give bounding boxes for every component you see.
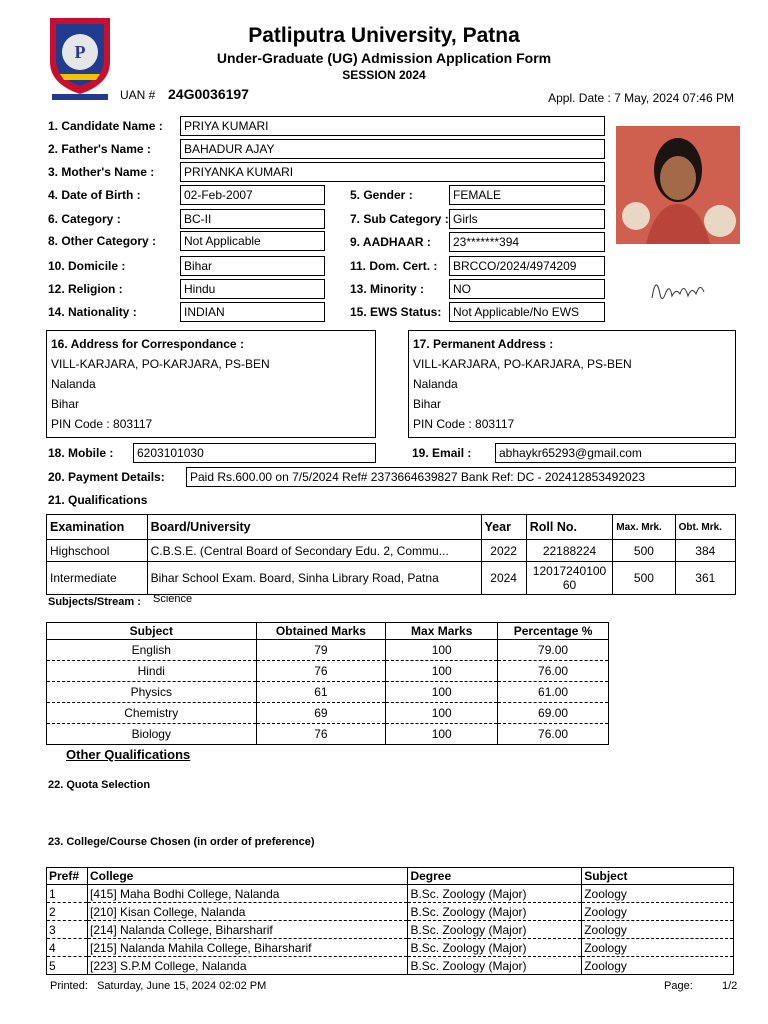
subj-cell: 76	[256, 724, 386, 745]
col-cell: 4	[47, 939, 88, 957]
minority-label: 13. Minority :	[350, 282, 425, 296]
col-cell: [210] Kisan College, Nalanda	[87, 903, 407, 921]
domicile-value: Bihar	[180, 256, 325, 276]
mother-name-label: 3. Mother's Name :	[48, 165, 155, 179]
nationality-value: INDIAN	[180, 302, 325, 322]
father-name-value: BAHADUR AJAY	[180, 139, 605, 159]
page-label: Page:	[664, 980, 693, 992]
col-cell: [415] Maha Bodhi College, Nalanda	[87, 885, 407, 903]
qual-header: Board/University	[147, 515, 481, 540]
qualifications-table	[46, 514, 736, 595]
payment-label: 20. Payment Details:	[48, 470, 165, 484]
subjects-table	[46, 622, 609, 745]
qual-cell: C.B.S.E. (Central Board of Secondary Edu. 2, Commu...	[147, 540, 481, 562]
permanent-label: 17. Permanent Address :	[413, 337, 554, 351]
dom-cert-label: 11. Dom. Cert. :	[350, 259, 438, 273]
qual-cell: Bihar School Exam. Board, Sinha Library Road, Patna	[147, 562, 481, 595]
other-category-label: 8. Other Category :	[48, 234, 157, 248]
correspondence-line3: Bihar	[51, 397, 80, 411]
mobile-label: 18. Mobile :	[48, 446, 114, 460]
subj-header: Percentage %	[498, 623, 609, 640]
university-name: Patliputra University, Patna	[248, 24, 520, 47]
table-row	[47, 703, 609, 724]
subj-header: Max Marks	[386, 623, 498, 640]
candidate-name-value: PRIYA KUMARI	[180, 116, 605, 136]
col-cell: [215] Nalanda Mahila College, Biharsharif	[87, 939, 407, 957]
qual-header: Max. Mrk.	[613, 515, 675, 540]
col-header: College	[87, 868, 407, 885]
permanent-line3: Bihar	[413, 397, 442, 411]
col-cell: B.Sc. Zoology (Major)	[408, 921, 582, 939]
subj-cell: 100	[386, 640, 498, 661]
uan-number: 24G0036197	[168, 86, 249, 102]
qual-header: Roll No.	[526, 515, 613, 540]
col-header: Pref#	[47, 868, 88, 885]
subj-cell: 76.00	[498, 724, 609, 745]
svg-text:P: P	[74, 42, 86, 62]
sub-category-label: 7. Sub Category :	[350, 212, 449, 226]
subj-cell: 79.00	[498, 640, 609, 661]
table-row	[47, 540, 736, 562]
nationality-label: 14. Nationality :	[48, 305, 137, 319]
col-cell: 2	[47, 903, 88, 921]
subj-cell: Biology	[47, 724, 257, 745]
dob-label: 4. Date of Birth :	[48, 188, 141, 202]
minority-value: NO	[449, 279, 605, 299]
stream-value: Science	[153, 593, 193, 605]
col-cell: B.Sc. Zoology (Major)	[408, 939, 582, 957]
subj-cell: 69	[256, 703, 386, 724]
table-row	[47, 957, 734, 975]
permanent-line1: VILL-KARJARA, PO-KARJARA, PS-BEN	[413, 357, 632, 371]
col-header: Subject	[582, 868, 734, 885]
correspondence-line1: VILL-KARJARA, PO-KARJARA, PS-BEN	[51, 357, 270, 371]
qual-cell: 12017240100 60	[526, 562, 613, 595]
college-table	[46, 867, 734, 975]
candidate-name-label: 1. Candidate Name :	[48, 119, 163, 133]
qual-header: Obt. Mrk.	[675, 515, 735, 540]
qual-cell: 500	[613, 540, 675, 562]
dom-cert-value: BRCCO/2024/4974209	[449, 256, 605, 276]
qual-cell: 384	[675, 540, 735, 562]
subj-cell: Chemistry	[47, 703, 257, 724]
qualifications-label: 21. Qualifications	[48, 493, 148, 507]
qual-cell: Intermediate	[47, 562, 148, 595]
dob-value: 02-Feb-2007	[180, 185, 325, 205]
subj-cell: 76	[256, 661, 386, 682]
subj-cell: 61	[256, 682, 386, 703]
table-row	[47, 682, 609, 703]
qual-cell: 2024	[481, 562, 526, 595]
aadhaar-label: 9. AADHAAR :	[350, 235, 431, 249]
payment-value: Paid Rs.600.00 on 7/5/2024 Ref# 2373664639827 Bank Ref: DC - 202412853492023	[186, 467, 736, 487]
subj-cell: 69.00	[498, 703, 609, 724]
ews-value: Not Applicable/No EWS	[449, 302, 605, 322]
col-cell: Zoology	[582, 921, 734, 939]
table-row	[47, 939, 734, 957]
category-label: 6. Category :	[48, 212, 121, 226]
printed-timestamp: Printed: Saturday, June 15, 2024 02:02 PM	[50, 980, 267, 992]
subj-cell: 61.00	[498, 682, 609, 703]
candidate-signature	[648, 264, 710, 318]
subj-cell: English	[47, 640, 257, 661]
col-cell: [214] Nalanda College, Biharsharif	[87, 921, 407, 939]
subj-cell: 79	[256, 640, 386, 661]
col-cell: Zoology	[582, 885, 734, 903]
col-cell: 1	[47, 885, 88, 903]
gender-value: FEMALE	[449, 185, 605, 205]
qual-cell: 500	[613, 562, 675, 595]
qual-cell: 22188224	[526, 540, 613, 562]
col-cell: B.Sc. Zoology (Major)	[408, 903, 582, 921]
stream-label: Subjects/Stream :	[48, 596, 141, 608]
col-cell: B.Sc. Zoology (Major)	[408, 957, 582, 975]
table-row	[47, 903, 734, 921]
domicile-label: 10. Domicile :	[48, 259, 126, 273]
table-row	[47, 724, 609, 745]
uan-label: UAN #	[120, 88, 156, 102]
col-cell: Zoology	[582, 903, 734, 921]
page-number: 1/2	[722, 980, 738, 992]
email-label: 19. Email :	[412, 446, 472, 460]
permanent-line2: Nalanda	[413, 377, 458, 391]
qual-header: Year	[481, 515, 526, 540]
permanent-pin: PIN Code : 803117	[413, 417, 515, 431]
subj-cell: 76.00	[498, 661, 609, 682]
col-cell: B.Sc. Zoology (Major)	[408, 885, 582, 903]
col-cell: 5	[47, 957, 88, 975]
correspondence-line2: Nalanda	[51, 377, 96, 391]
table-row	[47, 661, 609, 682]
quota-selection-label: 22. Quota Selection	[48, 779, 151, 791]
sub-category-value: Girls	[449, 209, 605, 229]
table-row	[47, 921, 734, 939]
religion-value: Hindu	[180, 279, 325, 299]
permanent-address	[408, 330, 736, 438]
qual-cell: 2022	[481, 540, 526, 562]
college-chosen-label: 23. College/Course Chosen (in order of preference)	[48, 836, 315, 848]
subj-cell: Physics	[47, 682, 257, 703]
session: SESSION 2024	[342, 68, 426, 82]
subj-header: Obtained Marks	[256, 623, 386, 640]
correspondence-label: 16. Address for Correspondance :	[51, 337, 244, 351]
mobile-value: 6203101030	[133, 443, 376, 463]
subj-cell: 100	[386, 661, 498, 682]
other-qualifications-heading: Other Qualifications	[66, 747, 191, 762]
father-name-label: 2. Father's Name :	[48, 142, 151, 156]
subj-cell: 100	[386, 703, 498, 724]
table-row	[47, 885, 734, 903]
table-row	[47, 562, 736, 595]
form-title: Under-Graduate (UG) Admission Application Form	[216, 50, 552, 66]
religion-label: 12. Religion :	[48, 282, 123, 296]
col-header: Degree	[408, 868, 582, 885]
qual-cell: Highschool	[47, 540, 148, 562]
qual-header: Examination	[47, 515, 148, 540]
subj-cell: 100	[386, 724, 498, 745]
candidate-photo	[616, 126, 740, 244]
col-cell: Zoology	[582, 957, 734, 975]
col-cell: Zoology	[582, 939, 734, 957]
category-value: BC-II	[180, 209, 325, 229]
other-category-value: Not Applicable	[180, 231, 325, 251]
col-cell: [223] S.P.M College, Nalanda	[87, 957, 407, 975]
aadhaar-value: 23*******394	[449, 232, 605, 252]
mother-name-value: PRIYANKA KUMARI	[180, 162, 605, 182]
ews-label: 15. EWS Status:	[350, 305, 442, 319]
col-cell: 3	[47, 921, 88, 939]
subj-cell: Hindi	[47, 661, 257, 682]
table-row	[47, 640, 609, 661]
subj-header: Subject	[47, 623, 257, 640]
gender-label: 5. Gender :	[350, 188, 413, 202]
qual-cell: 361	[675, 562, 735, 595]
subj-cell: 100	[386, 682, 498, 703]
correspondence-address	[46, 330, 376, 438]
email-value: abhaykr65293@gmail.com	[495, 443, 736, 463]
application-date: Appl. Date : 7 May, 2024 07:46 PM	[548, 91, 734, 105]
correspondence-pin: PIN Code : 803117	[51, 417, 153, 431]
